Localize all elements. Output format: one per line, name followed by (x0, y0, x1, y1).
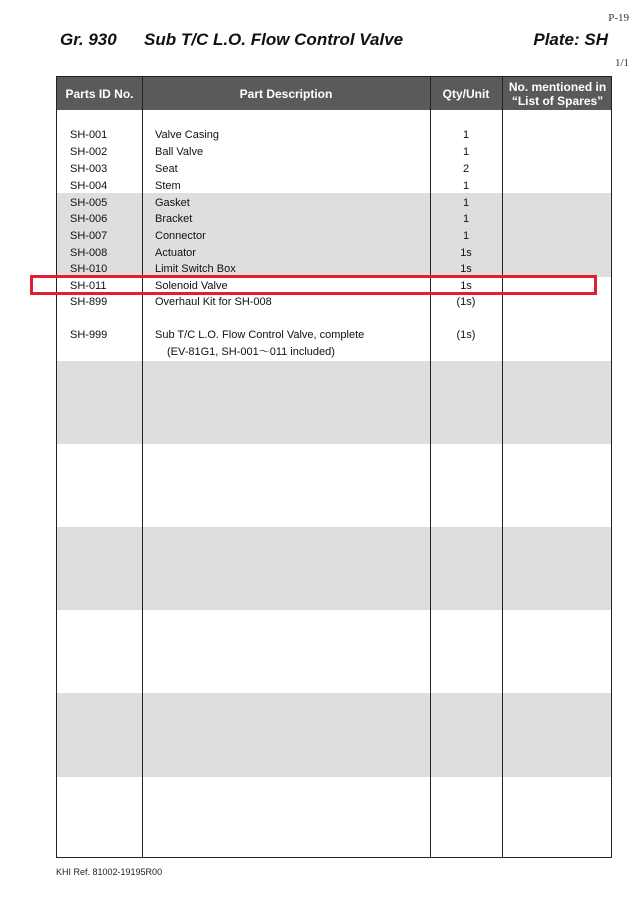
table-row (57, 245, 611, 262)
part-qty: 1s (460, 263, 472, 275)
part-description: Valve Casing (155, 129, 219, 141)
part-id: SH-011 (70, 280, 107, 292)
page-title: Sub T/C L.O. Flow Control Valve (144, 30, 404, 49)
part-description: Stem (155, 180, 181, 192)
part-id: SH-003 (70, 163, 108, 175)
table-header (57, 77, 611, 110)
table-row (57, 127, 611, 144)
part-description: Overhaul Kit for SH-008 (155, 296, 272, 308)
part-qty: 1s (460, 280, 472, 292)
group-number: Gr. 930 (60, 30, 117, 49)
part-qty: (1s) (456, 329, 476, 341)
shaded-band (57, 527, 611, 610)
part-id: SH-005 (70, 197, 108, 209)
footer-reference: KHI Ref. 81002-19195R00 (56, 867, 163, 877)
table-row (57, 144, 611, 161)
table-row-note (57, 344, 611, 361)
plate-label: Plate: SH (533, 30, 608, 49)
shaded-band (57, 361, 611, 444)
table-row (57, 178, 611, 195)
part-id: SH-002 (70, 146, 108, 158)
part-description: Actuator (155, 247, 196, 259)
part-qty: 1 (462, 180, 470, 192)
part-qty: 1 (462, 230, 470, 242)
part-qty: 1 (462, 197, 470, 209)
page-reference: P-19 (608, 12, 629, 24)
sheet-number: 1/1 (614, 57, 629, 69)
part-id: SH-899 (70, 296, 108, 308)
part-qty: 1 (462, 146, 470, 158)
table-row (57, 327, 611, 344)
part-qty: (1s) (456, 296, 476, 308)
part-id: SH-007 (70, 230, 108, 242)
part-description: Solenoid Valve (155, 280, 228, 292)
part-description: Limit Switch Box (155, 263, 236, 275)
table-row (57, 228, 611, 245)
part-description: Ball Valve (155, 146, 204, 158)
part-id: SH-010 (70, 263, 108, 275)
part-qty: 1 (462, 129, 470, 141)
col-list-of-spares: No. mentioned in “List of Spares” (508, 79, 607, 108)
part-description: Gasket (155, 197, 190, 209)
part-description: Sub T/C L.O. Flow Control Valve, complete (155, 329, 365, 341)
part-qty: 1s (460, 247, 472, 259)
table-row (57, 294, 611, 311)
highlight-box (30, 275, 597, 295)
part-qty: 1 (462, 213, 470, 225)
part-id: SH-999 (70, 329, 108, 341)
title-row (60, 30, 608, 52)
parts-table (56, 76, 612, 858)
col-parts-id: Parts ID No. (65, 86, 134, 101)
col-qty-unit: Qty/Unit (442, 86, 490, 101)
table-row (57, 195, 611, 212)
col-part-description: Part Description (239, 86, 333, 101)
table-row (57, 161, 611, 178)
part-id: SH-008 (70, 247, 108, 259)
part-qty: 2 (462, 163, 470, 175)
part-id: SH-004 (70, 180, 108, 192)
assembly-note: (EV-81G1, SH-001～011 included) (167, 346, 335, 358)
shaded-band (57, 693, 611, 777)
part-description: Connector (155, 230, 206, 242)
part-id: SH-006 (70, 213, 108, 225)
part-description: Bracket (155, 213, 193, 225)
part-description: Seat (155, 163, 178, 175)
table-row (57, 211, 611, 228)
part-id: SH-001 (70, 129, 108, 141)
